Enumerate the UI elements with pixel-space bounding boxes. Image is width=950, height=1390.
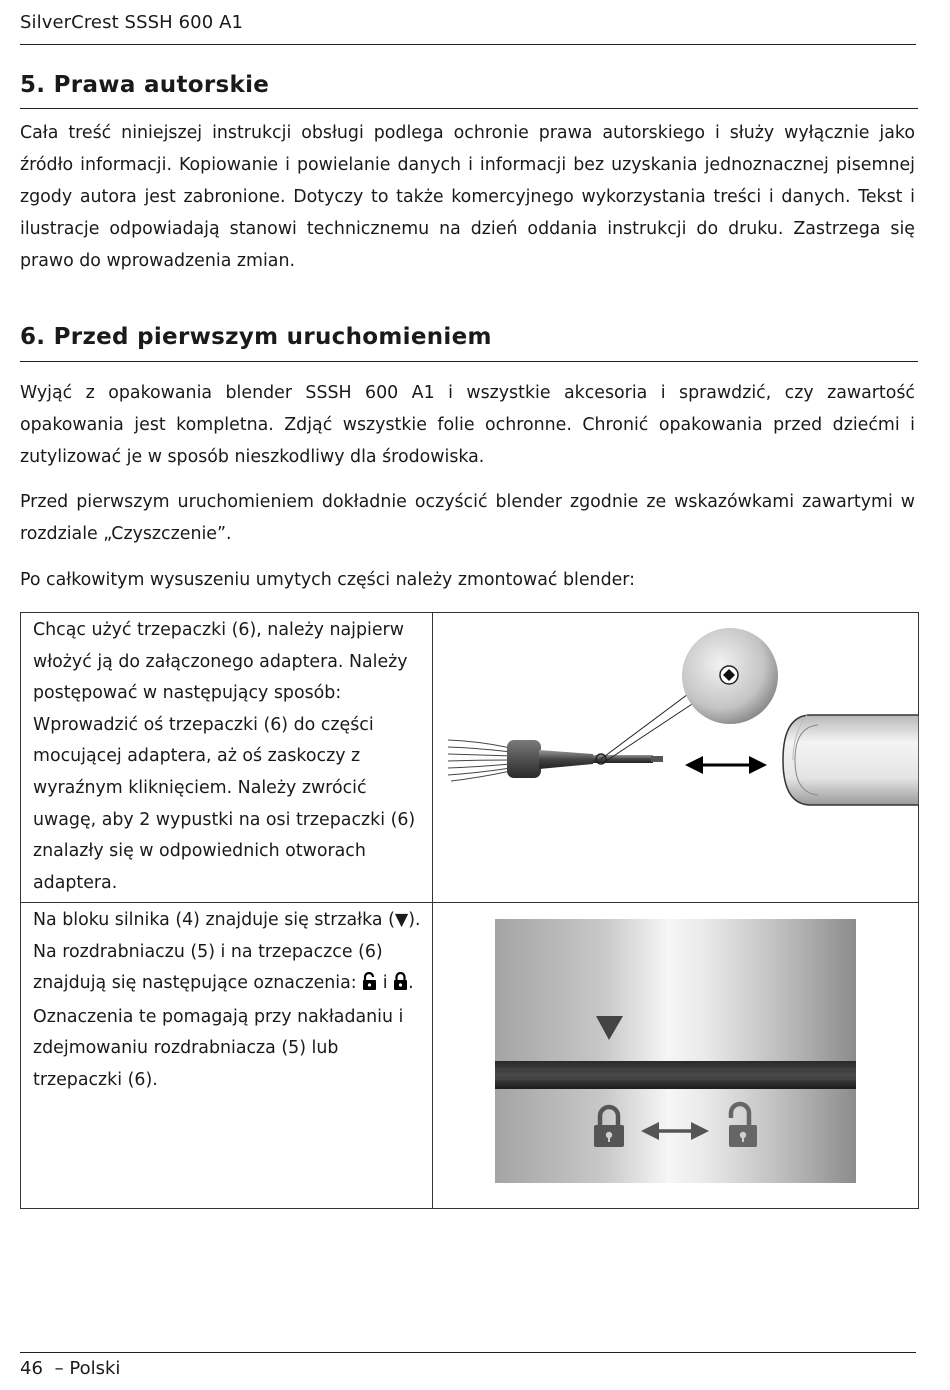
table-row [21,903,919,1209]
section-5-title: 5. Prawa autorskie [20,72,270,98]
footer-language: Polski [69,1358,121,1379]
whisk-collar [507,740,541,778]
cleaning-paragraph: Przed pierwszym uruchomieniem dokładnie oczyścić blender zgodnie ze wskazówkami zawartymi w rozdziale „Czyszczenie”. [20,492,915,544]
sealing-ring [495,1061,856,1089]
step-2-text-before: Na bloku silnika (4) znajduje się strzałka (▼). Na rozdrabniaczu (5) i na trzepaczce (6) znajdują się następujące oznaczenia: [33,910,421,994]
footer-divider [20,1352,916,1353]
section-6-divider [20,361,918,362]
table-row [21,613,919,903]
whisk-adapter-illustration [433,613,919,898]
header-divider [20,44,916,45]
page-footer [20,1358,120,1379]
whisk-shaft [539,750,593,769]
unpacking-paragraph: Wyjąć z opakowania blender SSSH 600 A1 i wszystkie akcesoria i sprawdzić, czy zawartość opakowania jest kompletna. Zdjąć wszystkie folie ochronne. Chronić opakowania przed dziećmi i zutylizować je w sposób nieszkodliwy dla środowiska. [20,383,915,467]
section-5-divider [20,108,918,109]
copyright-paragraph: Cała treść niniejszej instrukcji obsługi podlega ochronie prawa autorskiego i służy wyłącznie jako źródło informacji. Kopiowanie i powielanie danych i informacji bez uzyskania jednoznacznej pisemnej zgody autora jest zabronione. Dotyczy to także komercyjnego wykorzystania treści i danych. Tekst i ilustracje odpowiadają stanowi technicznemu na dzień oddania instrukcji do druku. Zastrzega się prawo do wprowadzenia zmian. [20,123,915,271]
whisk-wires [448,740,511,781]
whisk-adapter-figure [433,613,919,903]
double-arrow-icon [685,756,767,774]
step-2-text [21,903,433,1209]
adapter [783,715,919,805]
page-number: 46 [20,1358,43,1379]
assembly-intro-paragraph: Po całkowitym wysuszeniu umytych części należy zmontować blender: [20,570,636,590]
unlock-icon [362,970,377,1002]
footer-separator: – [54,1358,64,1379]
assembly-steps-table [20,612,919,1209]
step-2-text-after: . Oznaczenia te pomagają przy nakładaniu i zdejmowaniu rozdrabniacza (5) lub trzepaczki (6). [33,973,414,1090]
icons-joiner: i [377,973,394,994]
lock-markings-figure [433,903,919,1209]
section-6-title: 6. Przed pierwszym uruchomieniem [20,324,492,350]
lock-markings-illustration [433,903,919,1204]
lock-icon [393,970,408,1002]
motor-unit [495,919,856,1183]
running-header: SilverCrest SSSH 600 A1 [20,12,244,33]
step-1-text: Chcąc użyć trzepaczki (6), należy najpierw włożyć ją do załączonego adaptera. Należy postępować w następujący sposób: Wprowadzić oś trzepaczki (6) do części mocującej adaptera, aż oś zaskoczy z wyraźnym kliknięciem. Należy zwrócić uwagę, aby 2 wypustki na osi trzepaczki (6) znalazły się w odpowiednich otworach adaptera. [21,613,433,903]
